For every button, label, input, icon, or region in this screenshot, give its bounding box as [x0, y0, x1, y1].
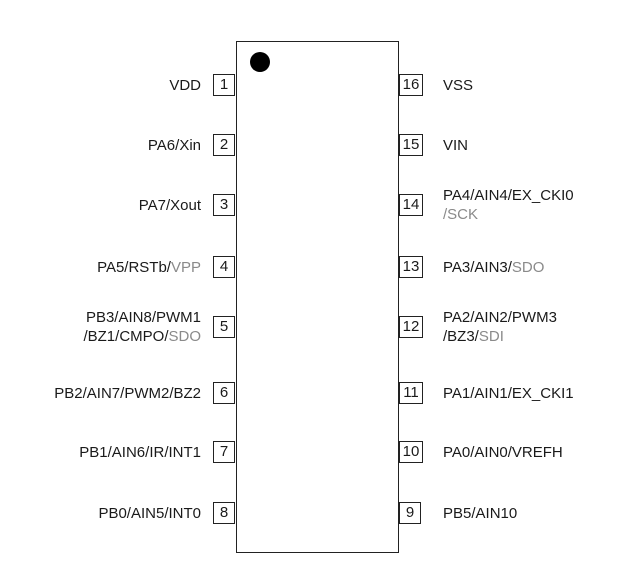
pin-number-4: 4 — [213, 256, 235, 278]
pin-number-1: 1 — [213, 74, 235, 96]
pin-number-10: 10 — [399, 441, 423, 463]
pin-number-15: 15 — [399, 134, 423, 156]
alt-function-text: VPP — [170, 258, 201, 276]
alt-function-text: SDO — [168, 328, 201, 345]
alt-function-text: SDO — [511, 258, 545, 276]
pin-function-text: PA6/Xin — [147, 136, 201, 154]
pin-number-14: 14 — [399, 194, 423, 216]
pin-label-3 — [139, 196, 201, 215]
pin-function-text: PB5/AIN10 — [443, 504, 518, 522]
pin-number-12: 12 — [399, 316, 423, 338]
pin-number-3: 3 — [213, 194, 235, 216]
pin-function-text: /BZ3/ — [443, 328, 479, 345]
pin-number-9: 9 — [399, 502, 421, 524]
pin-function-text: PA5/RSTb/ — [97, 258, 171, 276]
pin-number-7: 7 — [213, 441, 235, 463]
pin-function-text: PA2/AIN2/PWM3 — [443, 309, 557, 326]
pin-function-text: PB3/AIN8/PWM1 — [85, 309, 201, 326]
pin-number-8: 8 — [213, 502, 235, 524]
pin-label-1 — [169, 76, 201, 95]
pin-function-text: /BZ1/CMPO/ — [83, 328, 169, 345]
pin-label-7 — [79, 443, 201, 462]
pin-number-13: 13 — [399, 256, 423, 278]
pin-function-text: VSS — [443, 76, 474, 94]
pin-label-10 — [443, 443, 563, 462]
pin-function-text: VDD — [169, 76, 201, 94]
pin-function-text: PA1/AIN1/EX_CKI1 — [443, 384, 574, 402]
pin-label-16 — [443, 76, 473, 95]
chip-package-body — [236, 41, 399, 553]
pin-label-6 — [54, 384, 201, 403]
pin-function-text: PA4/AIN4/EX_CKI0 — [443, 187, 574, 204]
pin-function-text: PB2/AIN7/PWM2/BZ2 — [54, 384, 201, 402]
pin-function-text: PA3/AIN3/ — [443, 258, 512, 276]
pin-label-9 — [443, 504, 517, 523]
alt-function-text: /SCK — [443, 206, 479, 223]
pin-function-text: PB1/AIN6/IR/INT1 — [79, 443, 201, 461]
pin-number-2: 2 — [213, 134, 235, 156]
pin-label-14 — [443, 186, 574, 224]
pin-function-text: VIN — [443, 136, 469, 154]
pin-number-11: 11 — [399, 382, 423, 404]
pin-label-11 — [443, 384, 574, 403]
pin-label-15 — [443, 136, 468, 155]
pin-label-13 — [443, 258, 544, 277]
pin-label-5 — [83, 308, 201, 346]
pin-number-16: 16 — [399, 74, 423, 96]
pin-function-text: PB0/AIN5/INT0 — [98, 504, 201, 522]
pin-number-6: 6 — [213, 382, 235, 404]
pin-function-text: PA7/Xout — [138, 196, 201, 214]
pin1-indicator-dot — [250, 52, 270, 72]
pin-label-8 — [98, 504, 201, 523]
pin-number-5: 5 — [213, 316, 235, 338]
pin-function-text: PA0/AIN0/VREFH — [443, 443, 563, 461]
pin-label-4 — [97, 258, 201, 277]
pin-label-2 — [148, 136, 201, 155]
pin-label-12 — [443, 308, 557, 346]
alt-function-text: SDI — [478, 328, 504, 345]
